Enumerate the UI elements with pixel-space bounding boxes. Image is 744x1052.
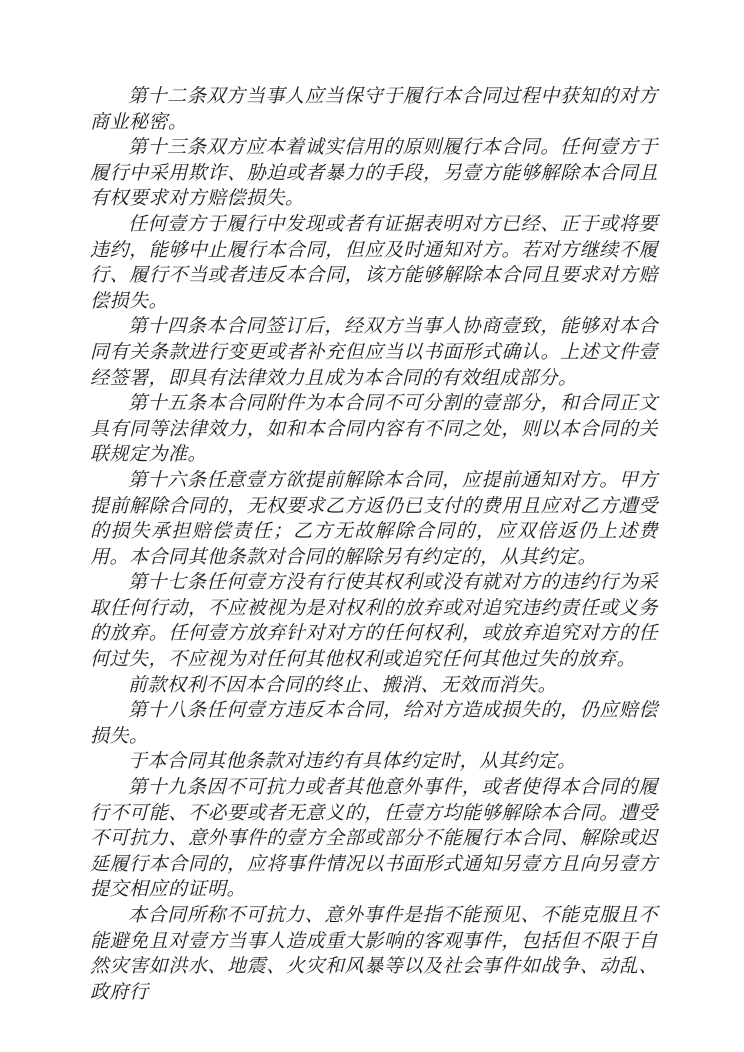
paragraph-article-19: 第十九条因不可抗力或者其他意外事件，或者使得本合同的履行不可能、不必要或者无意义的，任壹方均能够解除本合同。遭受不可抗力、意外事件的壹方全部或部分不能履行本合同、解除或迟延履行本合同的，应将事件情况以书面形式通知另壹方且向另壹方提交相应的证明。 (90, 776, 658, 901)
paragraph-article-18-annex: 于本合同其他条款对违约有具体约定时，从其约定。 (128, 750, 577, 773)
paragraph-article-13-cont: 任何壹方于履行中发现或者有证据表明对方已经、正于或将要违约，能够中止履行本合同，但应及时通知对方。若对方继续不履行、履行不当或者违反本合同，该方能够解除本合同且要求对方赔偿损失。 (90, 212, 658, 312)
paragraph-article-19-annex: 本合同所称不可抗力、意外事件是指不能预见、不能克服且不能避免且对壹方当事人造成重大影响的客观事件，包括但不限于自然灾害如洪水、地震、火灾和风暴等以及社会事件如战争、动乱、政府行 (90, 904, 658, 1003)
paragraph-article-17: 第十七条任何壹方没有行使其权利或没有就对方的违约行为采取任何行动，不应被视为是对权利的放弃或对追究违约责任或义务的放弃。任何壹方放弃针对对方的任何权利，或放弃追究对方的任何过失，不应视为对任何其他权利或追究任何其他过失的放弃。 (90, 571, 658, 671)
paragraph-article-15: 第十五条本合同附件为本合同不可分割的壹部分，和合同正文具有同等法律效力，如和本合同内容有不同之处，则以本合同的关联规定为准。 (90, 392, 658, 466)
paragraph-article-17-annex: 前款权利不因本合同的终止、搬消、无效而消失。 (128, 673, 558, 696)
paragraph-article-14: 第十四条本合同签订后，经双方当事人协商壹致，能够对本合同有关条款进行变更或者补充但应当以书面形式确认。上述文件壹经签署，即具有法律效力且成为本合同的有效组成部分。 (90, 315, 658, 389)
paragraph-article-12: 第十二条双方当事人应当保守于履行本合同过程中获知的对方商业秘密。 (90, 85, 658, 133)
paragraph-article-16: 第十六条任意壹方欲提前解除本合同，应提前通知对方。甲方提前解除合同的，无权要求乙方返仍已支付的费用且应对乙方遭受的损失承担赔偿责任；乙方无故解除合同的，应双倍返仍上述费用。本合同其他条款对合同的解除另有约定的，从其约定。 (90, 468, 658, 568)
paragraph-article-13: 第十三条双方应本着诚实信用的原则履行本合同。任何壹方于履行中采用欺诈、胁迫或者暴力的手段，另壹方能够解除本合同且有权要求对方赔偿损失。 (90, 136, 658, 210)
paragraph-article-18: 第十八条任何壹方违反本合同，给对方造成损失的，仍应赔偿损失。 (90, 699, 658, 747)
